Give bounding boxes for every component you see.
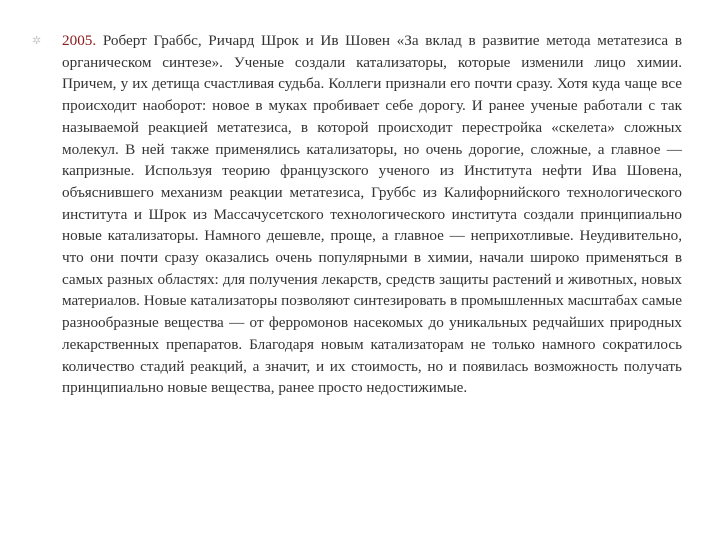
year-label: 2005. [62, 32, 97, 49]
paragraph [62, 30, 682, 399]
paragraph-text: Роберт Граббс, Ричард Шрок и Ив Шовен «За вклад в развитие метода метатезиса в органическом синтезе». Ученые создали катализаторы, которые изменили лицо химии. Причем, у их детища счастливая судьба. Коллеги признали его почти сразу. Хотя куда чаще все происходит наоборот: новое в муках пробивает себе дорогу. И ранее ученые работали с так называемой реакцией метатезиса, в которой происходит перестройка «скелета» сложных молекул. В ней также применялись катализаторы, но очень дорогие, сложные, а главное — капризные. Используя теорию французского ученого из Института нефти Ива Шовена, объяснившего механизм реакции метатезиса, Груббс из Калифорнийского технологического института и Шрок из Массачусетского технологического института создали принципиально новые катализаторы. Намного дешевле, проще, а главное — неприхотливые. Неудивительно, что они почти сразу оказались очень популярными в химии, начали широко применяться в самых разных областях: для получения лекарств, средств защиты растений и животных, новых материалов. Новые катализаторы позволяют синтезировать в промышленных масштабах самые разнообразные вещества — от ферромонов насекомых до уникальных редчайших природных лекарственных препаратов. Благодаря новым катализаторам не только намного сократилось количество стадий реакций, а значит, и их стоимость, но и появилась возможность получать принципиально новые вещества, ранее просто недостижимые. [62, 32, 682, 397]
bullet-icon: ✲ [32, 34, 42, 47]
bullet-item [30, 30, 682, 399]
